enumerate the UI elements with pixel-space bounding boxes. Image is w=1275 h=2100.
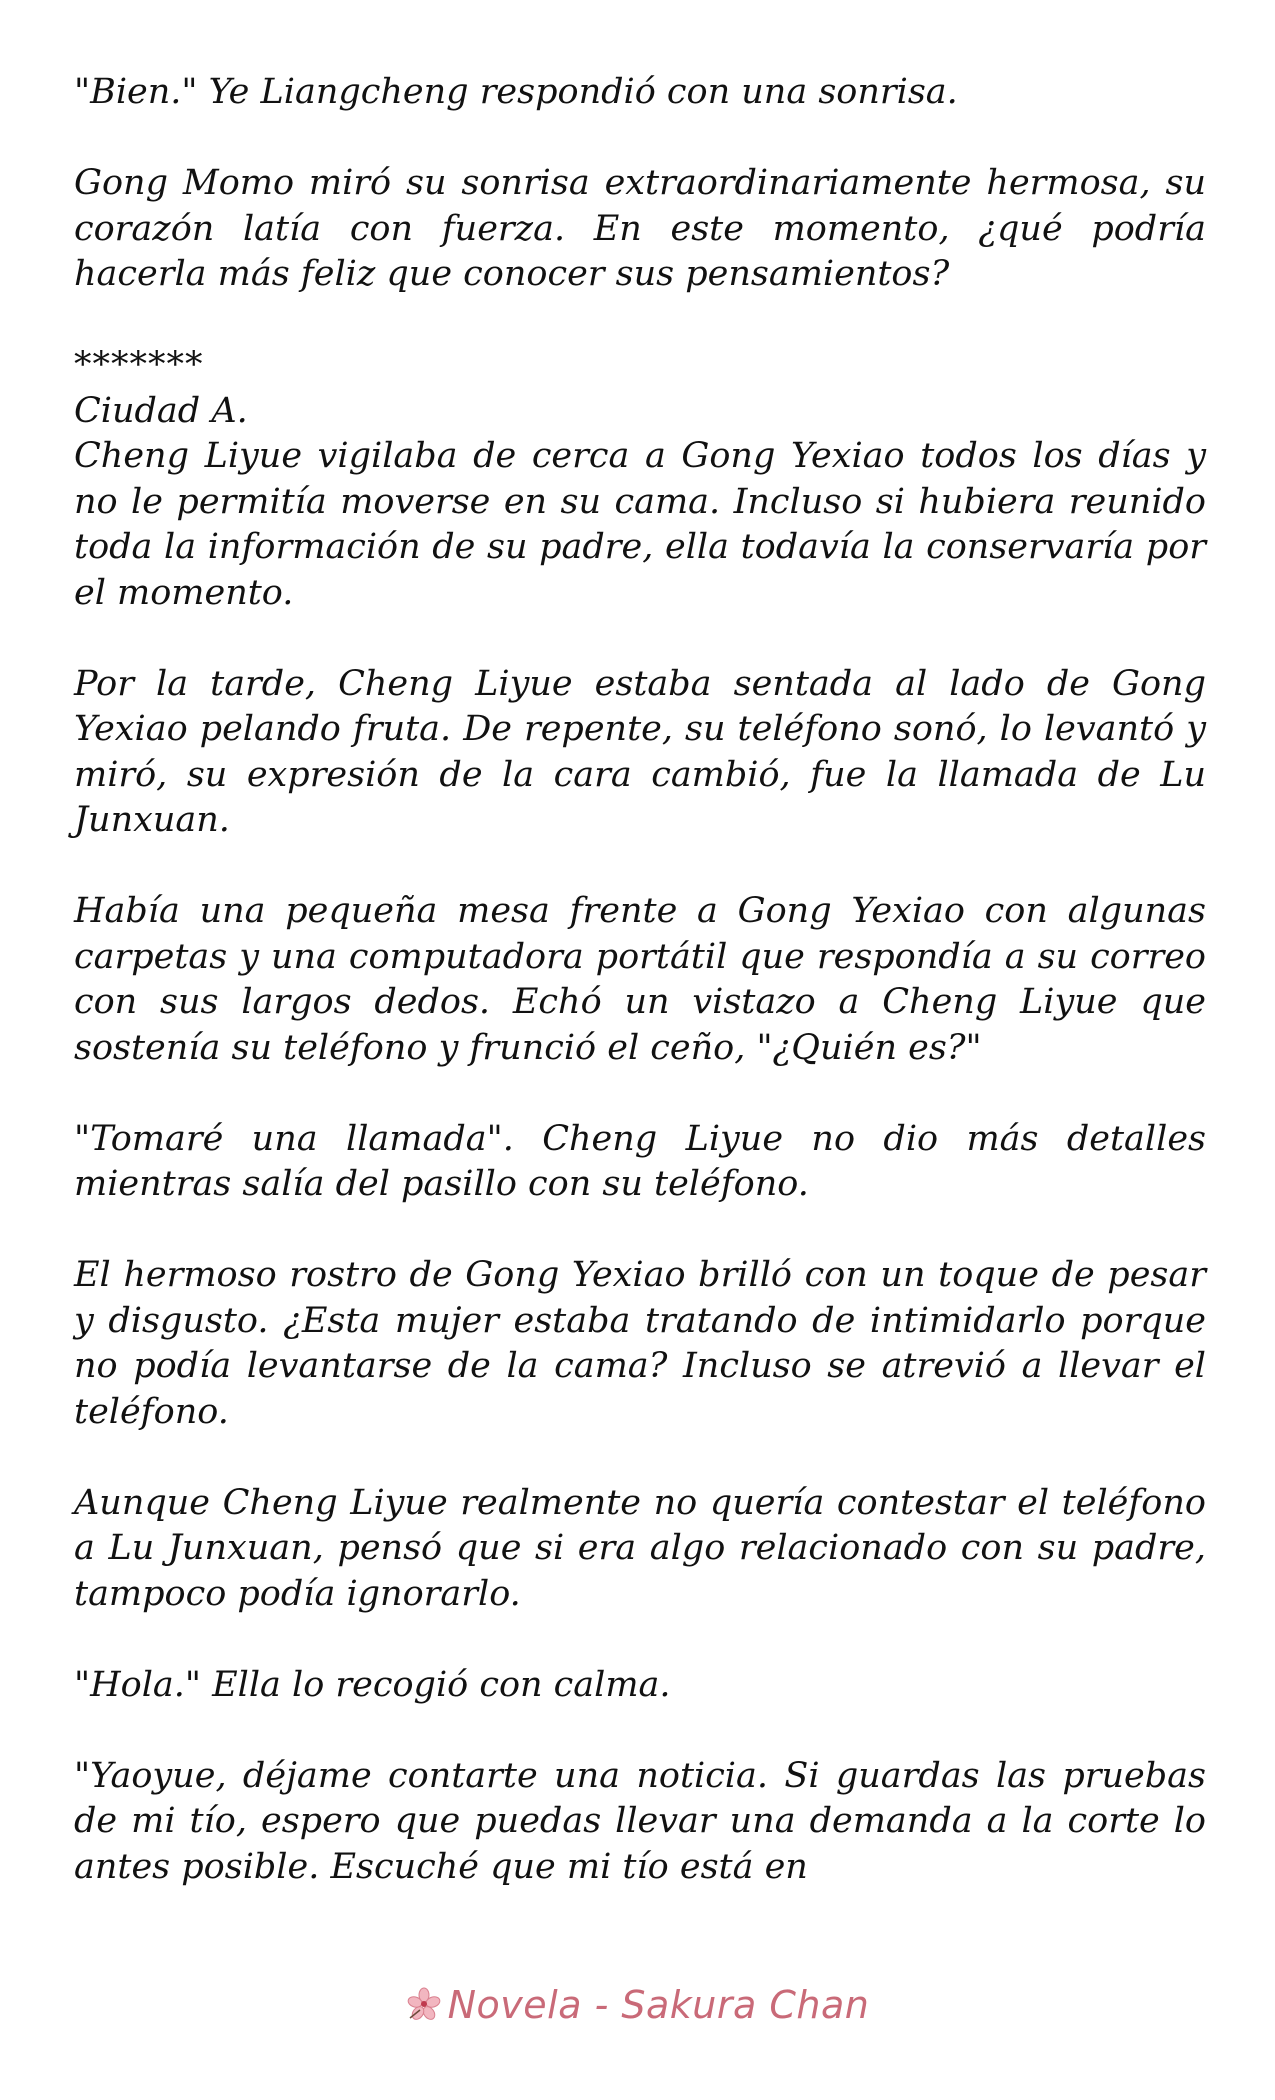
paragraph-4: Por la tarde, Cheng Liyue estaba sentada al lado de Gong Yexiao pelando fruta. De repente, su teléfono sonó, lo levantó y miró, su expresión de la cara cambió, fue la llamada de Lu Junxuan. bbox=[74, 663, 1206, 840]
document-body bbox=[74, 70, 1206, 1890]
paragraph-8: Aunque Cheng Liyue realmente no quería contestar el teléfono a Lu Junxuan, pensó que si era algo relacionado con su padre, tampoco podía ignorarlo. bbox=[74, 1482, 1206, 1614]
paragraph-7: El hermoso rostro de Gong Yexiao brilló con un toque de pesar y disgusto. ¿Esta mujer estaba tratando de intimidarlo porque no podía levantarse de la cama? Incluso se atrevió a llevar el teléfono. bbox=[74, 1255, 1206, 1432]
paragraph-10: "Yaoyue, déjame contarte una noticia. Si guardas las pruebas de mi tío, espero que puedas llevar una demanda a la corte lo antes posible. Escuché que mi tío está en bbox=[74, 1755, 1206, 1887]
section-divider: ******* bbox=[74, 345, 204, 385]
paragraph-2: Gong Momo miró su sonrisa extraordinariamente hermosa, su corazón latía con fuerza. En este momento, ¿qué podría hacerla más feliz que conocer sus pensamientos? bbox=[74, 163, 1206, 294]
watermark-text: Novela - Sakura Chan bbox=[447, 1983, 870, 2027]
paragraph-3: Cheng Liyue vigilaba de cerca a Gong Yexiao todos los días y no le permitía moverse en su cama. Incluso si hubiera reunido toda la información de su padre, ella todavía la conservaría por el momento. bbox=[74, 436, 1206, 613]
paragraph-1: "Bien." Ye Liangcheng respondió con una sonrisa. bbox=[74, 72, 958, 112]
scene-location: Ciudad A. bbox=[74, 390, 248, 431]
sakura-flower-icon bbox=[406, 1986, 442, 2022]
paragraph-5: Había una pequeña mesa frente a Gong Yexiao con algunas carpetas y una computadora portátil que respondía a su correo con sus largos dedos. Echó un vistazo a Cheng Liyue que sostenía su teléfono y frunció el ceño, "¿Quién es?" bbox=[74, 891, 1206, 1068]
paragraph-9: "Hola." Ella lo recogió con calma. bbox=[74, 1664, 671, 1705]
paragraph-6: "Tomaré una llamada". Cheng Liyue no dio más detalles mientras salía del pasillo con su teléfono. bbox=[74, 1118, 1206, 1204]
watermark-footer bbox=[0, 1983, 1275, 2027]
